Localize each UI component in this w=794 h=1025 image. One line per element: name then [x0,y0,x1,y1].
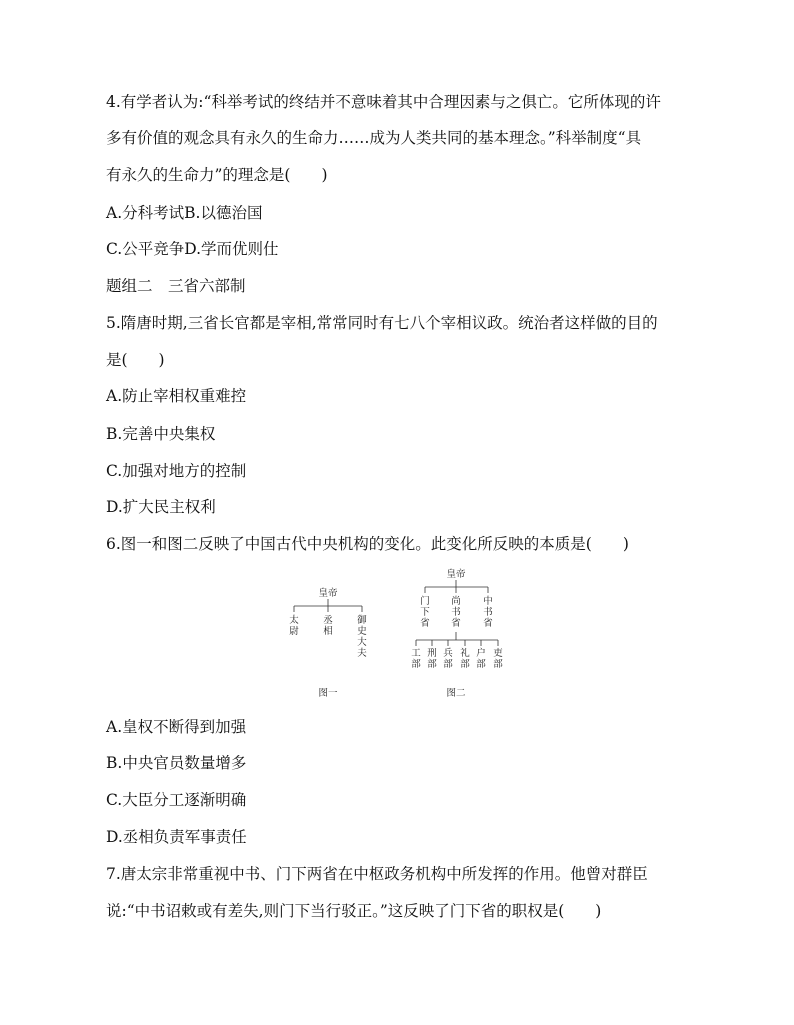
section-title: 题组二 三省六部制 [106,277,246,295]
q5-option-b: B.完善中央集权 [106,425,216,443]
q6-option-c: C.大臣分工逐渐明确 [106,791,247,809]
fig2-province-1: 尚书省 [451,596,461,629]
q4-stem-line-3: 有永久的生命力”的理念是( ) [106,166,328,184]
q5-stem-line-2: 是( ) [106,351,165,369]
fig2-root: 皇帝 [446,569,466,580]
fig1-node-0: 太尉 [289,615,299,637]
fig1-node-2: 御史大夫 [357,615,367,659]
q7-stem-line-1: 7.唐太宗非常重视中书、门下两省在中枢政务机构中所发挥的作用。他曾对群臣 [106,865,648,883]
fig2-province-2: 中书省 [483,596,493,629]
fig2-ministry-1: 刑部 [427,648,437,670]
q4-options-cd: C.公平竞争D.学而优则仕 [106,240,279,258]
fig2-caption: 图二 [446,688,466,699]
q4-stem-line-2: 多有价值的观念具有永久的生命力……成为人类共同的基本理念。”科举制度“具 [106,129,642,147]
q5-option-d: D.扩大民主权利 [106,498,216,516]
fig1-caption: 图一 [318,688,338,699]
fig2-ministry-4: 户部 [476,648,486,670]
q6-stem: 6.图一和图二反映了中国古代中央机构的变化。此变化所反映的本质是( ) [106,535,629,553]
q6-option-a: A.皇权不断得到加强 [106,718,247,736]
figure-2 [411,568,503,699]
fig1-node-1: 丞相 [323,615,333,637]
fig2-ministry-2: 兵部 [443,648,453,670]
fig2-province-0: 门下省 [420,596,430,629]
q4-stem-line-1: 4.有学者认为:“科举考试的终结并不意味着其中合理因素与之俱亡。它所体现的许 [106,93,661,111]
fig2-ministry-0: 工部 [411,648,421,670]
q6-option-d: D.丞相负责军事责任 [106,828,247,846]
central-institutions-diagram [280,560,520,710]
q5-option-a: A.防止宰相权重难控 [106,387,247,405]
q4-options-ab: A.分科考试B.以德治国 [106,204,263,222]
q6-option-b: B.中央官员数量增多 [106,754,247,772]
fig2-ministry-5: 吏部 [493,648,503,670]
fig2-ministry-3: 礼部 [460,648,470,670]
q5-stem-line-1: 5.隋唐时期,三省长官都是宰相,常常同时有七八个宰相议政。统治者这样做的目的 [106,314,658,332]
q5-option-c: C.加强对地方的控制 [106,462,247,480]
figure-1 [289,587,367,699]
q7-stem-line-2: 说:“中书诏敕或有差失,则门下当行驳正。”这反映了门下省的职权是( ) [106,902,602,920]
fig1-root: 皇帝 [318,588,338,599]
